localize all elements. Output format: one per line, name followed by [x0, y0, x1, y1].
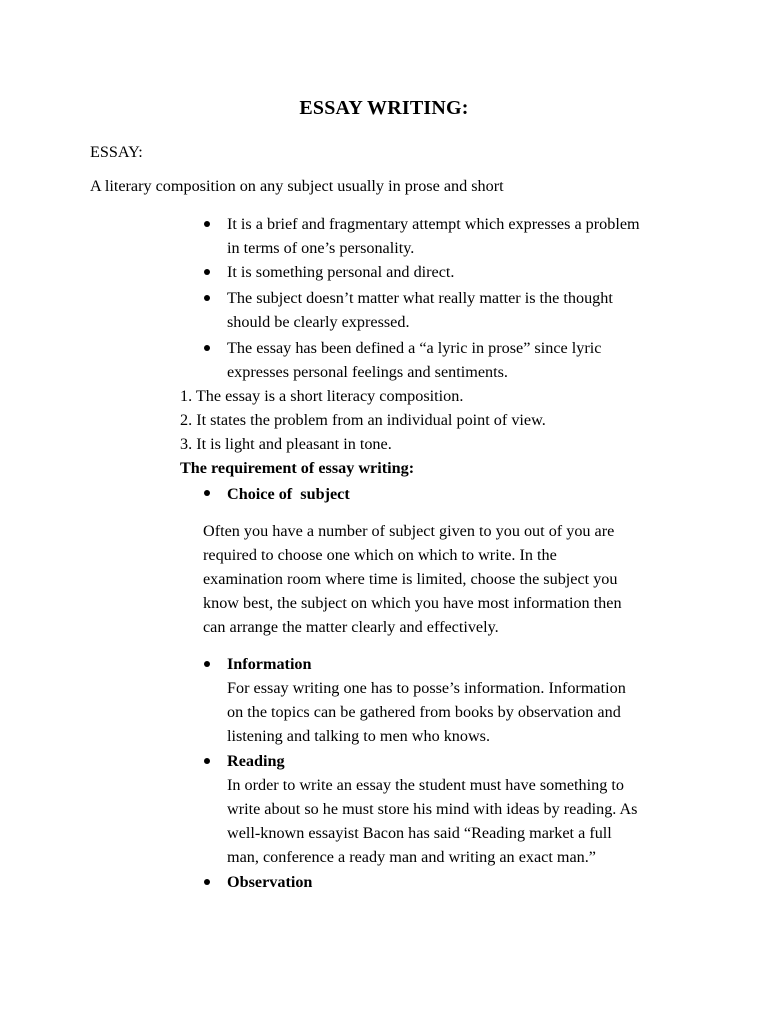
bullet-icon: [204, 295, 210, 301]
paragraph-line: required to choose one which on which to write. In the: [203, 546, 557, 564]
bullet-icon: [204, 879, 210, 885]
numbered-item: 1. The essay is a short literacy composition.: [180, 387, 464, 405]
paragraph-line: write about so he must store his mind with ideas by reading. As: [227, 800, 638, 818]
list-item-continuation: should be clearly expressed.: [227, 313, 410, 331]
list-item: It is something personal and direct.: [227, 263, 455, 281]
paragraph-line: know best, the subject on which you have most information then: [203, 594, 622, 612]
requirement-heading: The requirement of essay writing:: [180, 459, 415, 477]
list-item-continuation: in terms of one’s personality.: [227, 239, 415, 257]
bullet-icon: [204, 221, 210, 227]
paragraph-line: Often you have a number of subject given to you out of you are: [203, 522, 615, 540]
bullet-icon: [204, 345, 210, 351]
bullet-icon: [204, 758, 210, 764]
list-item: It is a brief and fragmentary attempt which expresses a problem: [227, 215, 640, 233]
list-item: The essay has been defined a “a lyric in prose” since lyric: [227, 339, 602, 357]
information-label: Information: [227, 655, 312, 673]
paragraph-line: listening and talking to men who knows.: [227, 727, 491, 745]
paragraph-line: man, conference a ready man and writing an exact man.”: [227, 848, 596, 866]
reading-label: Reading: [227, 752, 285, 770]
list-item-continuation: expresses personal feelings and sentiments.: [227, 363, 508, 381]
paragraph-line: In order to write an essay the student must have something to: [227, 776, 624, 794]
numbered-item: 3. It is light and pleasant in tone.: [180, 435, 392, 453]
paragraph-line: on the topics can be gathered from books by observation and: [227, 703, 621, 721]
bullet-icon: [204, 661, 210, 667]
paragraph-line: well-known essayist Bacon has said “Reading market a full: [227, 824, 612, 842]
essay-heading: ESSAY:: [90, 143, 143, 161]
essay-definition: A literary composition on any subject usually in prose and short: [90, 177, 504, 195]
page-title: ESSAY WRITING:: [299, 97, 469, 119]
paragraph-line: can arrange the matter clearly and effectively.: [203, 618, 499, 636]
bullet-icon: [204, 490, 210, 496]
list-item: The subject doesn’t matter what really matter is the thought: [227, 289, 613, 307]
paragraph-line: examination room where time is limited, choose the subject you: [203, 570, 618, 588]
bullet-icon: [204, 269, 210, 275]
numbered-item: 2. It states the problem from an individual point of view.: [180, 411, 546, 429]
choice-of-subject-label: Choice of subject: [227, 485, 350, 503]
observation-label: Observation: [227, 873, 313, 891]
paragraph-line: For essay writing one has to posse’s information. Information: [227, 679, 626, 697]
